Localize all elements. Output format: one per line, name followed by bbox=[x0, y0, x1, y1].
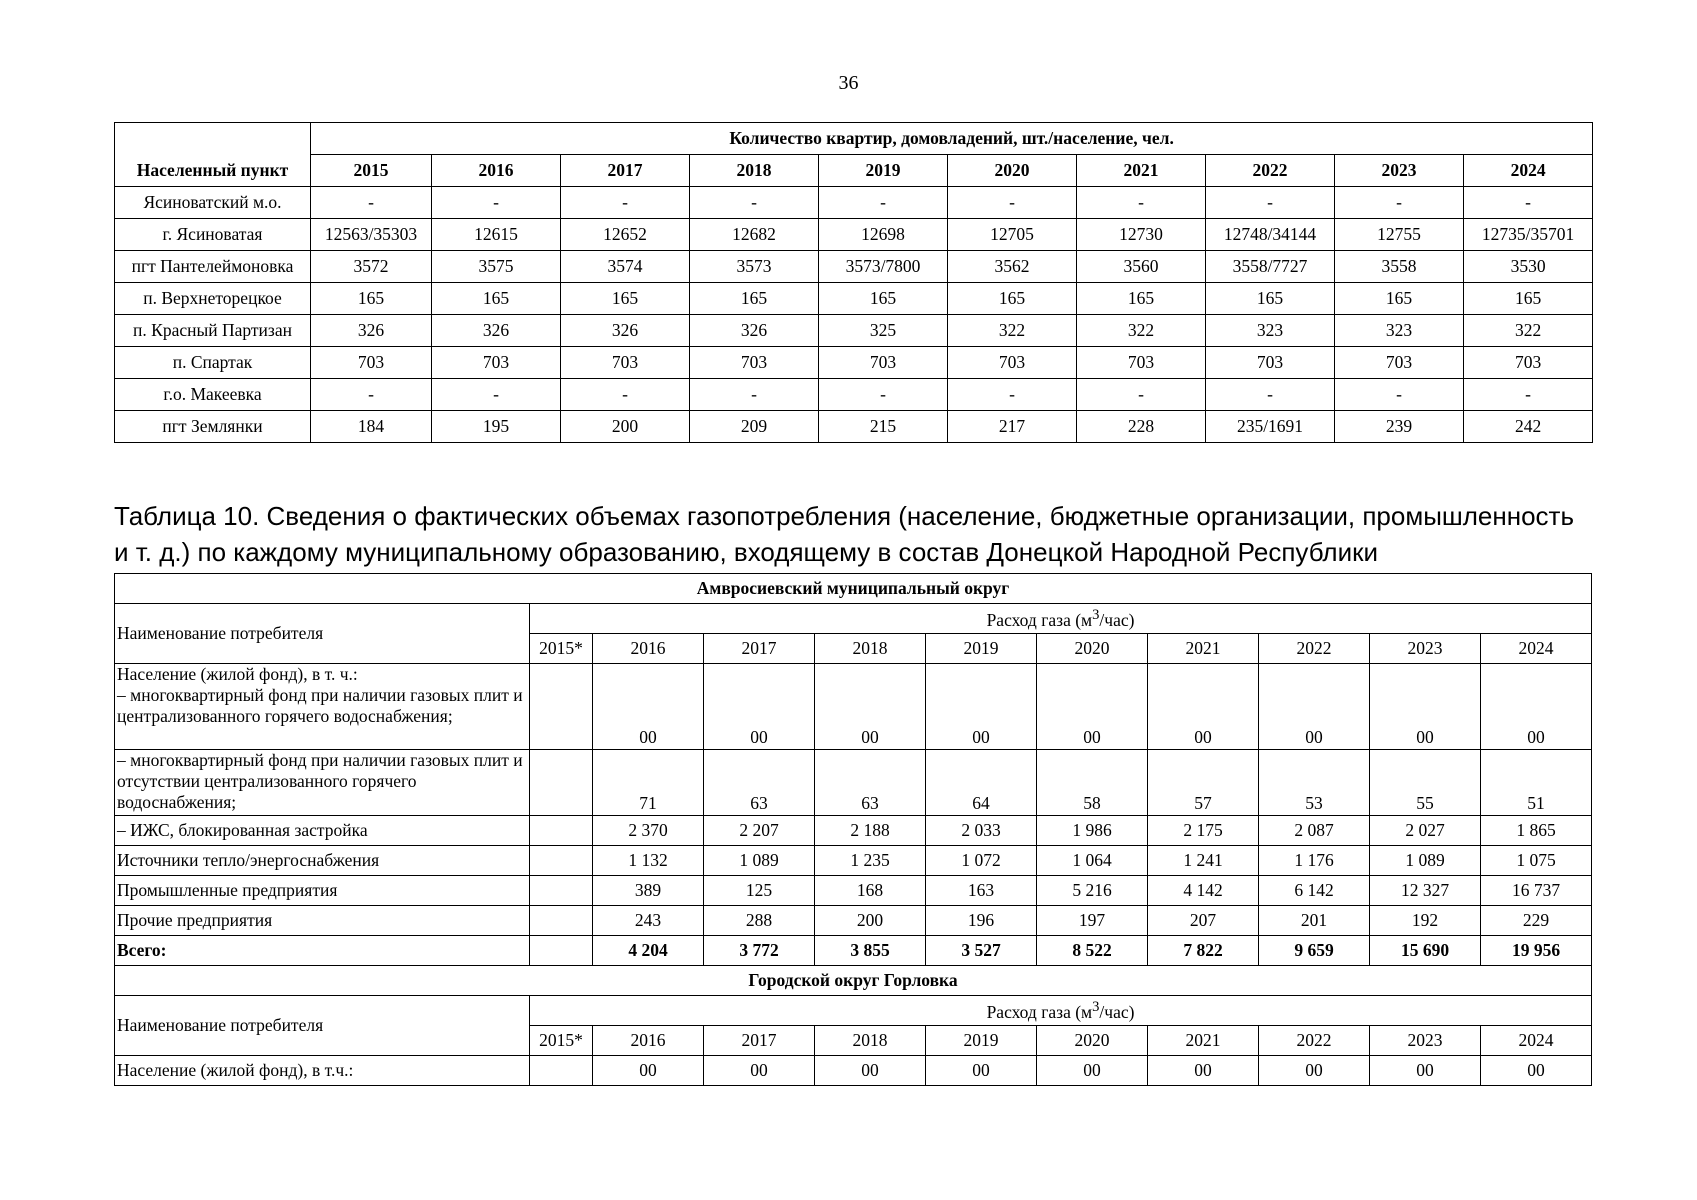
table-cell: - bbox=[1464, 379, 1593, 411]
table-cell: 2 033 bbox=[926, 816, 1037, 846]
settlement-name: Ясиноватский м.о. bbox=[115, 187, 311, 219]
table-cell: 239 bbox=[1335, 411, 1464, 443]
table-cell bbox=[530, 846, 593, 876]
table-cell bbox=[530, 816, 593, 846]
table-cell: 326 bbox=[432, 315, 561, 347]
table-caption: Таблица 10. Сведения о фактических объемах газопотребления (население, бюджетные организации, промышленность и т. д.) по каждому муниципальному образованию, входящему в состав Донецкой Народной Республики bbox=[114, 501, 1574, 567]
gas-flow-header-unit: /час) bbox=[1099, 609, 1135, 630]
table-cell: 00 bbox=[1481, 1056, 1592, 1086]
table1-year-header: 2016 bbox=[432, 155, 561, 187]
table-cell: 703 bbox=[1206, 347, 1335, 379]
table-cell: 165 bbox=[1206, 283, 1335, 315]
table-cell: 12705 bbox=[948, 219, 1077, 251]
table-cell: 322 bbox=[948, 315, 1077, 347]
table-cell: 165 bbox=[1335, 283, 1464, 315]
table-cell: 9 659 bbox=[1259, 936, 1370, 966]
table-cell: 3 855 bbox=[815, 936, 926, 966]
year-header: 2018 bbox=[815, 1026, 926, 1056]
year-header: 2021 bbox=[1148, 1026, 1259, 1056]
table-cell: 12698 bbox=[819, 219, 948, 251]
table-cell: 389 bbox=[593, 876, 704, 906]
table-cell: - bbox=[311, 187, 432, 219]
year-header: 2020 bbox=[1037, 1026, 1148, 1056]
table-cell: 196 bbox=[926, 906, 1037, 936]
table-cell: 215 bbox=[819, 411, 948, 443]
consumer-name: – многоквартирный фонд при наличии газовых плит и отсутствии централизованного горячего водоснабжения; bbox=[115, 750, 530, 816]
table-cell: 5 216 bbox=[1037, 876, 1148, 906]
table-cell: 326 bbox=[561, 315, 690, 347]
table-cell: 165 bbox=[948, 283, 1077, 315]
table1-year-header: 2021 bbox=[1077, 155, 1206, 187]
table-cell: 12 327 bbox=[1370, 876, 1481, 906]
table-cell: 12615 bbox=[432, 219, 561, 251]
year-header: 2024 bbox=[1481, 634, 1592, 664]
table-cell: 235/1691 bbox=[1206, 411, 1335, 443]
table-cell: 00 bbox=[1148, 1056, 1259, 1086]
table-cell: - bbox=[1077, 187, 1206, 219]
table-cell: 209 bbox=[690, 411, 819, 443]
table-cell: 165 bbox=[1464, 283, 1593, 315]
table-cell: 192 bbox=[1370, 906, 1481, 936]
table-cell: 228 bbox=[1077, 411, 1206, 443]
consumer-name: Источники тепло/энергоснабжения bbox=[115, 846, 530, 876]
consumer-name: Население (жилой фонд), в т.ч.: bbox=[115, 1056, 530, 1086]
table-cell: 00 bbox=[593, 1056, 704, 1086]
section-title-row bbox=[115, 966, 1592, 996]
consumer-name: Всего: bbox=[115, 936, 530, 966]
table-cell: 55 bbox=[1370, 750, 1481, 816]
table1-year-header: 2018 bbox=[690, 155, 819, 187]
year-header: 2022 bbox=[1259, 634, 1370, 664]
table-cell bbox=[530, 876, 593, 906]
gas-consumption-table bbox=[114, 573, 1592, 1086]
table-cell: 3572 bbox=[311, 251, 432, 283]
year-header: 2019 bbox=[926, 634, 1037, 664]
consumer-name: Население (жилой фонд), в т. ч.: – многоквартирный фонд при наличии газовых плит и централизованного горячего водоснабжения; bbox=[115, 664, 530, 750]
table-cell: 2 188 bbox=[815, 816, 926, 846]
table-cell: 1 064 bbox=[1037, 846, 1148, 876]
table-cell: - bbox=[311, 379, 432, 411]
gas-flow-header-unit: /час) bbox=[1099, 1001, 1135, 1022]
table-cell: 53 bbox=[1259, 750, 1370, 816]
table-cell: 326 bbox=[311, 315, 432, 347]
table-cell: - bbox=[690, 187, 819, 219]
table2-header-row bbox=[115, 996, 1592, 1026]
table-cell: 51 bbox=[1481, 750, 1592, 816]
year-header: 2016 bbox=[593, 1026, 704, 1056]
year-header: 2017 bbox=[704, 1026, 815, 1056]
table-cell: 322 bbox=[1077, 315, 1206, 347]
table-cell: - bbox=[561, 379, 690, 411]
table-cell: 1 176 bbox=[1259, 846, 1370, 876]
table-cell: 165 bbox=[819, 283, 948, 315]
gas-flow-header-sup: 3 bbox=[1092, 998, 1100, 1015]
table1-group-header: Количество квартир, домовладений, шт./население, чел. bbox=[311, 123, 1593, 155]
table1-year-header: 2015 bbox=[311, 155, 432, 187]
table-cell: 165 bbox=[1077, 283, 1206, 315]
table-cell: 00 bbox=[815, 1056, 926, 1086]
table-row bbox=[115, 283, 1593, 315]
gas-flow-header bbox=[530, 996, 1592, 1026]
table-cell: 197 bbox=[1037, 906, 1148, 936]
table-cell: 3573 bbox=[690, 251, 819, 283]
table-cell: 3560 bbox=[1077, 251, 1206, 283]
settlement-name: г.о. Макеевка bbox=[115, 379, 311, 411]
table1-name-header: Населенный пункт bbox=[115, 155, 311, 187]
table-cell: 168 bbox=[815, 876, 926, 906]
section-title-row bbox=[115, 574, 1592, 604]
table-cell: 7 822 bbox=[1148, 936, 1259, 966]
settlement-name: п. Спартак bbox=[115, 347, 311, 379]
table-cell: 00 bbox=[1370, 664, 1481, 750]
table-cell: 703 bbox=[432, 347, 561, 379]
table-cell: 2 087 bbox=[1259, 816, 1370, 846]
table-cell: 12748/34144 bbox=[1206, 219, 1335, 251]
table-cell: 12563/35303 bbox=[311, 219, 432, 251]
table1-header-row bbox=[115, 123, 1593, 155]
table-cell: 3558 bbox=[1335, 251, 1464, 283]
table-cell: 3 527 bbox=[926, 936, 1037, 966]
table1-year-header: 2024 bbox=[1464, 155, 1593, 187]
year-header: 2022 bbox=[1259, 1026, 1370, 1056]
table-cell: 00 bbox=[1037, 664, 1148, 750]
table-cell: 1 986 bbox=[1037, 816, 1148, 846]
table-cell: 63 bbox=[704, 750, 815, 816]
table-cell: 00 bbox=[1370, 1056, 1481, 1086]
settlements-table bbox=[114, 122, 1593, 443]
table-cell: 2 370 bbox=[593, 816, 704, 846]
table-cell: 00 bbox=[593, 664, 704, 750]
table-cell: 00 bbox=[1037, 1056, 1148, 1086]
table-row bbox=[115, 315, 1593, 347]
table-cell: 00 bbox=[815, 664, 926, 750]
table-cell: 201 bbox=[1259, 906, 1370, 936]
table-cell: 195 bbox=[432, 411, 561, 443]
consumer-name: Промышленные предприятия bbox=[115, 876, 530, 906]
year-header: 2016 bbox=[593, 634, 704, 664]
table-cell: - bbox=[1077, 379, 1206, 411]
table-cell: 323 bbox=[1206, 315, 1335, 347]
table-cell: - bbox=[1335, 187, 1464, 219]
table-cell: 242 bbox=[1464, 411, 1593, 443]
year-header: 2015* bbox=[530, 634, 593, 664]
table-cell: 00 bbox=[926, 664, 1037, 750]
page-number: 36 bbox=[838, 72, 859, 94]
table-cell: 3575 bbox=[432, 251, 561, 283]
year-header: 2017 bbox=[704, 634, 815, 664]
table-row bbox=[115, 1056, 1592, 1086]
table-cell: - bbox=[948, 379, 1077, 411]
table-cell: 1 089 bbox=[1370, 846, 1481, 876]
table-cell: 1 865 bbox=[1481, 816, 1592, 846]
table-cell: 15 690 bbox=[1370, 936, 1481, 966]
table1-year-header: 2017 bbox=[561, 155, 690, 187]
table-cell: 229 bbox=[1481, 906, 1592, 936]
table-cell: 58 bbox=[1037, 750, 1148, 816]
table-cell: - bbox=[1206, 187, 1335, 219]
table-cell: 125 bbox=[704, 876, 815, 906]
table-cell bbox=[530, 906, 593, 936]
table-cell: 3562 bbox=[948, 251, 1077, 283]
table-cell bbox=[530, 936, 593, 966]
table2-header-row bbox=[115, 604, 1592, 634]
table1-year-row bbox=[115, 155, 1593, 187]
table-row bbox=[115, 906, 1592, 936]
table-cell: 323 bbox=[1335, 315, 1464, 347]
table-cell: 4 204 bbox=[593, 936, 704, 966]
table-cell bbox=[530, 750, 593, 816]
table-cell: - bbox=[690, 379, 819, 411]
table-row bbox=[115, 816, 1592, 846]
table-cell: 325 bbox=[819, 315, 948, 347]
table-cell: 703 bbox=[819, 347, 948, 379]
table-cell: - bbox=[1464, 187, 1593, 219]
settlement-name: пгт Пантелеймоновка bbox=[115, 251, 311, 283]
gas-flow-header-text: Расход газа (м bbox=[986, 1001, 1093, 1022]
table-cell: 12755 bbox=[1335, 219, 1464, 251]
table1-year-header: 2020 bbox=[948, 155, 1077, 187]
consumer-name: – ИЖС, блокированная застройка bbox=[115, 816, 530, 846]
table-cell: 4 142 bbox=[1148, 876, 1259, 906]
table-cell: 322 bbox=[1464, 315, 1593, 347]
table-row bbox=[115, 936, 1592, 966]
table-cell bbox=[530, 664, 593, 750]
table-cell: 2 027 bbox=[1370, 816, 1481, 846]
table-cell: - bbox=[948, 187, 1077, 219]
table-cell: 326 bbox=[690, 315, 819, 347]
table-cell: 3558/7727 bbox=[1206, 251, 1335, 283]
table-row bbox=[115, 347, 1593, 379]
table-cell: 243 bbox=[593, 906, 704, 936]
table-cell: 00 bbox=[926, 1056, 1037, 1086]
table-row bbox=[115, 876, 1592, 906]
table-cell: 12730 bbox=[1077, 219, 1206, 251]
table-cell: 00 bbox=[1148, 664, 1259, 750]
table-cell: 63 bbox=[815, 750, 926, 816]
table-cell bbox=[530, 1056, 593, 1086]
table-cell: 207 bbox=[1148, 906, 1259, 936]
table-cell: 00 bbox=[1481, 664, 1592, 750]
table-cell: 00 bbox=[1259, 664, 1370, 750]
table-cell: 6 142 bbox=[1259, 876, 1370, 906]
table1-name-header-spacer bbox=[115, 123, 311, 155]
table-cell: 00 bbox=[704, 1056, 815, 1086]
table-cell: 703 bbox=[948, 347, 1077, 379]
year-header: 2019 bbox=[926, 1026, 1037, 1056]
settlement-name: п. Верхнеторецкое bbox=[115, 283, 311, 315]
table-cell: 19 956 bbox=[1481, 936, 1592, 966]
year-header: 2018 bbox=[815, 634, 926, 664]
table-row bbox=[115, 219, 1593, 251]
table-cell: 703 bbox=[311, 347, 432, 379]
table-cell: 165 bbox=[311, 283, 432, 315]
table-cell: 200 bbox=[815, 906, 926, 936]
table-cell: 1 132 bbox=[593, 846, 704, 876]
gas-flow-header-text: Расход газа (м bbox=[986, 609, 1093, 630]
table-row bbox=[115, 187, 1593, 219]
table1-year-header: 2022 bbox=[1206, 155, 1335, 187]
table-cell: 71 bbox=[593, 750, 704, 816]
table-cell: 00 bbox=[1259, 1056, 1370, 1086]
table-cell: 703 bbox=[561, 347, 690, 379]
table-cell: 703 bbox=[1077, 347, 1206, 379]
year-header: 2023 bbox=[1370, 1026, 1481, 1056]
table-row bbox=[115, 379, 1593, 411]
section-title: Городской округ Горловка bbox=[115, 966, 1592, 996]
table-cell: 184 bbox=[311, 411, 432, 443]
table-cell: 2 207 bbox=[704, 816, 815, 846]
table-cell: 217 bbox=[948, 411, 1077, 443]
table-cell: 3 772 bbox=[704, 936, 815, 966]
table-cell: 12652 bbox=[561, 219, 690, 251]
gas-flow-header-sup: 3 bbox=[1092, 606, 1100, 623]
table-cell: 703 bbox=[1335, 347, 1464, 379]
table-cell: - bbox=[819, 187, 948, 219]
table-row bbox=[115, 846, 1592, 876]
table-row bbox=[115, 664, 1592, 750]
settlement-name: п. Красный Партизан bbox=[115, 315, 311, 347]
table-cell: - bbox=[561, 187, 690, 219]
consumer-name: Прочие предприятия bbox=[115, 906, 530, 936]
table-cell: 165 bbox=[690, 283, 819, 315]
table-row bbox=[115, 251, 1593, 283]
table-cell: 1 235 bbox=[815, 846, 926, 876]
table-cell: 2 175 bbox=[1148, 816, 1259, 846]
year-header: 2023 bbox=[1370, 634, 1481, 664]
year-header: 2015* bbox=[530, 1026, 593, 1056]
table-cell: 00 bbox=[704, 664, 815, 750]
table-cell: 3574 bbox=[561, 251, 690, 283]
table-cell: 8 522 bbox=[1037, 936, 1148, 966]
table-cell: 16 737 bbox=[1481, 876, 1592, 906]
consumer-header: Наименование потребителя bbox=[115, 996, 530, 1056]
table1-year-header: 2019 bbox=[819, 155, 948, 187]
table-cell: - bbox=[1206, 379, 1335, 411]
table-cell: 1 072 bbox=[926, 846, 1037, 876]
table-cell: 200 bbox=[561, 411, 690, 443]
year-header: 2021 bbox=[1148, 634, 1259, 664]
table-cell: - bbox=[432, 187, 561, 219]
table-cell: 703 bbox=[690, 347, 819, 379]
table-cell: 64 bbox=[926, 750, 1037, 816]
table-cell: 165 bbox=[432, 283, 561, 315]
table-cell: 57 bbox=[1148, 750, 1259, 816]
table-cell: 703 bbox=[1464, 347, 1593, 379]
table-cell: 1 075 bbox=[1481, 846, 1592, 876]
consumer-header: Наименование потребителя bbox=[115, 604, 530, 664]
year-header: 2020 bbox=[1037, 634, 1148, 664]
settlement-name: г. Ясиноватая bbox=[115, 219, 311, 251]
table-cell: - bbox=[1335, 379, 1464, 411]
settlement-name: пгт Землянки bbox=[115, 411, 311, 443]
table-cell: 12735/35701 bbox=[1464, 219, 1593, 251]
table-cell: 1 241 bbox=[1148, 846, 1259, 876]
table-cell: 3573/7800 bbox=[819, 251, 948, 283]
table-cell: 1 089 bbox=[704, 846, 815, 876]
table-cell: 3530 bbox=[1464, 251, 1593, 283]
year-header: 2024 bbox=[1481, 1026, 1592, 1056]
section-title: Амвросиевский муниципальный округ bbox=[115, 574, 1592, 604]
table-cell: - bbox=[819, 379, 948, 411]
gas-flow-header bbox=[530, 604, 1592, 634]
table-cell: 165 bbox=[561, 283, 690, 315]
table-row bbox=[115, 750, 1592, 816]
table-cell: 163 bbox=[926, 876, 1037, 906]
table1-year-header: 2023 bbox=[1335, 155, 1464, 187]
table-cell: - bbox=[432, 379, 561, 411]
table-cell: 288 bbox=[704, 906, 815, 936]
table-row bbox=[115, 411, 1593, 443]
table-cell: 12682 bbox=[690, 219, 819, 251]
